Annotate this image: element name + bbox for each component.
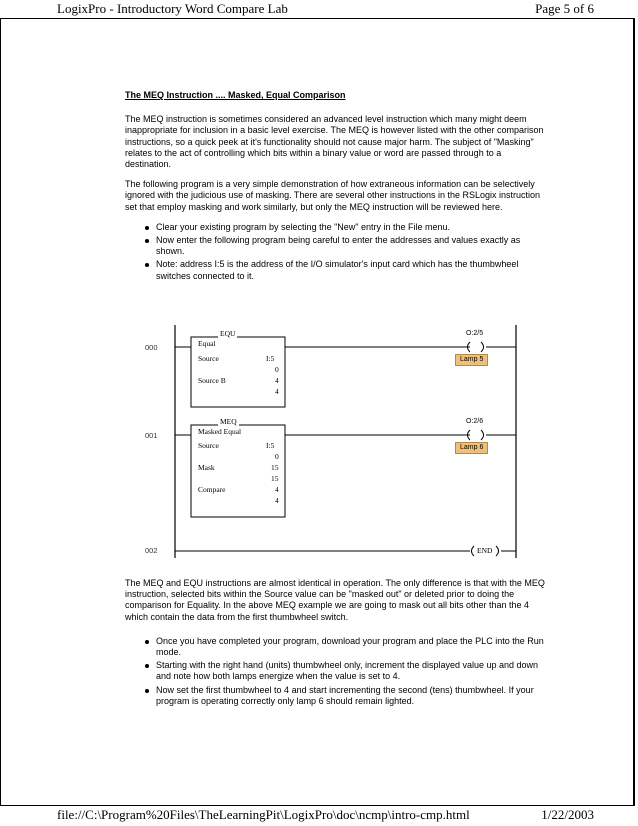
output-address-1: O:2/6 xyxy=(466,418,484,425)
meq-row-value: I:5 xyxy=(266,441,275,450)
main-content xyxy=(125,90,545,284)
footer-path: file://C:\Program%20Files\TheLearningPit\LogixPro\doc\ncmp\intro-cmp.html xyxy=(57,807,470,822)
equ-row-label: Source B xyxy=(198,376,226,385)
equ-type-label: EQU xyxy=(220,329,236,338)
demo-paragraph: The following program is a very simple demonstration of how extraneous information can be selectively ignored with the judicious use of masking. There are several other instructions in the RSLogix instruction set that employ masking and work similarly, but only the MEQ instruction will be reviewed here. xyxy=(125,179,541,212)
list-item: Starting with the right hand (units) thumbwheel only, increment the displayed value up and down and note how both lamps energize when the value is set to 4. xyxy=(156,660,545,682)
output-address-0: O:2/5 xyxy=(466,330,484,337)
intro-paragraph: The MEQ instruction is sometimes considered an advanced level instruction which many might deem inappropriate for inclusion in a basic level exercise. The MEQ is however listed with the other comparison instructions, so a quick peek at it's functionality should not cause major harm. The subject of "Masking" relates to the act of controlling which bits within a binary value or word are passed through to a destination. xyxy=(125,114,544,170)
comparison-paragraph: The MEQ and EQU instructions are almost identical in operation. The only difference is that with the MEQ instruction, selected bits within the Source value can be "masked out" or deleted prior to doing the comparison for Equality. In the above MEQ example we are going to mask out all bits other than the 4 which contain the data from the first thumbwheel switch. xyxy=(125,578,545,622)
coil-right-0 xyxy=(481,342,484,352)
meq-row-value: 4 xyxy=(275,485,279,494)
meq-row-label: Compare xyxy=(198,485,226,494)
header-title: LogixPro - Introductory Word Compare Lab xyxy=(57,1,288,16)
equ-row-value: I:5 xyxy=(266,354,275,363)
coil-right-1 xyxy=(481,430,484,440)
meq-name-label: Masked Equal xyxy=(198,427,242,436)
lower-content xyxy=(125,578,545,709)
list-item: Now set the first thumbwheel to 4 and start incrementing the second (tens) thumbwheel. If your program is operating correctly only lamp 6 should remain lighted. xyxy=(156,685,545,707)
ladder-diagram xyxy=(125,325,530,570)
equ-row-value: 4 xyxy=(275,376,279,385)
end-instruction: END xyxy=(477,546,493,555)
list-item: Once you have completed your program, download your program and place the PLC into the Run mode. xyxy=(156,635,544,658)
equ-name-label: Equal xyxy=(198,339,216,348)
lamp-6-label: Lamp 6 xyxy=(455,442,488,454)
meq-row-label: Mask xyxy=(198,463,215,472)
page-header xyxy=(0,0,638,18)
rung-number-001: 001 xyxy=(145,431,158,440)
equ-row-value: 4 xyxy=(275,387,279,396)
footer-date: 1/22/2003 xyxy=(541,807,594,822)
section-title: The MEQ Instruction .... Masked, Equal Comparison xyxy=(125,90,346,100)
list-item: Now enter the following program being careful to enter the addresses and values exactly as shown. xyxy=(156,235,545,257)
equ-row-label: Source xyxy=(198,354,219,363)
meq-row-value: 15 xyxy=(271,463,279,472)
header-page-number: Page 5 of 6 xyxy=(535,1,594,16)
meq-row-value: 4 xyxy=(275,496,279,505)
page-footer xyxy=(0,806,638,824)
meq-row-label: Source xyxy=(198,441,219,450)
list-item: Clear your existing program by selecting the "New" entry in the File menu. xyxy=(156,222,545,233)
instruction-list-2 xyxy=(125,636,545,707)
lamp-5-label: Lamp 5 xyxy=(455,354,488,366)
rung-number-000: 000 xyxy=(145,343,158,352)
rung-number-002: 002 xyxy=(145,546,158,555)
meq-type-label: MEQ xyxy=(220,417,237,426)
meq-row-value: 0 xyxy=(275,452,279,461)
equ-row-value: 0 xyxy=(275,365,279,374)
list-item: Note: address I:5 is the address of the I/O simulator's input card which has the thumbwheel switches connected to it. xyxy=(156,259,545,281)
instruction-list-1 xyxy=(125,222,545,282)
meq-row-value: 15 xyxy=(271,474,279,483)
